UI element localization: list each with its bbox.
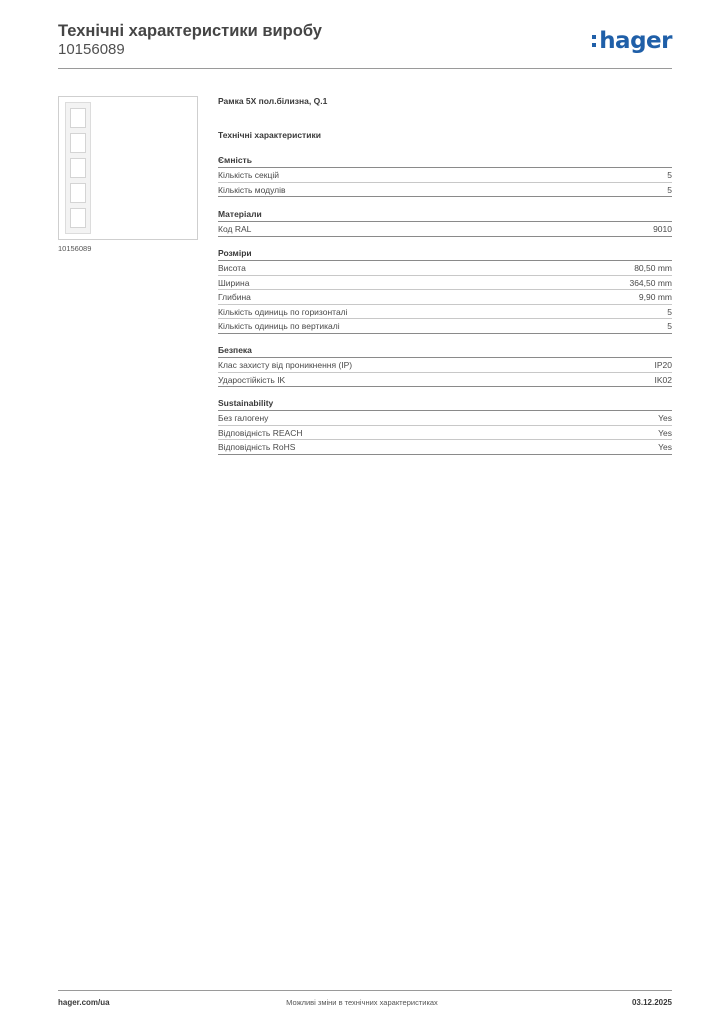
frame-cell [70,108,86,128]
spec-row [218,319,672,334]
footer-date: 03.12.2025 [631,998,672,1007]
frame-cell [70,208,86,228]
spec-row [218,426,672,441]
spec-row [218,440,672,455]
spec-value: Yes [658,442,672,453]
spec-value: 5 [667,306,672,317]
spec-value: 5 [667,170,672,180]
spec-label: Відповідність REACH [218,427,303,438]
spec-value: 5 [667,184,672,195]
page-title: Технічні характеристики виробу [58,22,322,40]
spec-value: 9010 [653,224,672,234]
group-materials [218,208,672,237]
section-title: Технічні характеристики [218,130,321,140]
group-title: Матеріали [218,208,672,222]
spec-value: 80,50 mm [634,263,672,273]
group-title: Розміри [218,247,672,261]
spec-label: Ширина [218,277,250,288]
product-code: 10156089 [58,41,125,58]
group-safety [218,344,672,387]
group-title: Ємність [218,154,672,168]
group-title: Безпека [218,344,672,358]
spec-label: Без галогену [218,413,269,423]
spec-row [218,261,672,276]
spec-row [218,290,672,305]
spec-row [218,411,672,426]
group-dimensions [218,247,672,334]
hager-logo [599,28,672,54]
spec-value: IP20 [654,360,672,370]
frame-cell [70,133,86,153]
spec-label: Клас захисту від проникнення (IP) [218,360,353,370]
frame-5x-image [58,96,198,240]
spec-label: Кількість модулів [218,184,286,195]
page-header [58,20,672,68]
spec-label: Кількість одиниць по вертикалі [218,321,340,332]
group-sustainability [218,397,672,455]
image-caption: 10156089 [58,244,92,253]
spec-value: 5 [667,321,672,332]
footer-divider [58,990,672,991]
spec-label: Кількість секцій [218,170,279,180]
spec-label: Ударостійкість IK [218,374,286,385]
group-title: Sustainability [218,397,672,411]
product-name: Рамка 5Х пол.білизна, Q.1 [218,96,328,106]
spec-value: Yes [658,413,672,423]
spec-label: Глибина [218,292,251,303]
frame-cell [70,183,86,203]
spec-row [218,222,672,237]
spec-label: Кількість одиниць по горизонталі [218,306,348,317]
footer-website-link[interactable]: hager.com/ua [58,998,110,1007]
frame-cell [70,158,86,178]
spec-row [218,276,672,291]
spec-row [218,358,672,373]
spec-value: Yes [658,427,672,438]
logo-dots-icon [592,35,596,49]
header-divider [58,68,672,69]
group-capacity [218,154,672,197]
logo-text: hager [599,28,672,54]
spec-row [218,168,672,183]
spec-label: Відповідність RoHS [218,442,296,453]
footer-notice: Можливі зміни в технічних характеристиках [286,998,438,1007]
spec-row [218,373,672,388]
spec-label: Код RAL [218,224,252,234]
frame-strip [65,102,91,234]
spec-value: 9,90 mm [638,292,672,303]
spec-row [218,183,672,198]
spec-label: Висота [218,263,246,273]
spec-value: IK02 [654,374,672,385]
spec-value: 364,50 mm [629,277,672,288]
spec-row [218,305,672,320]
